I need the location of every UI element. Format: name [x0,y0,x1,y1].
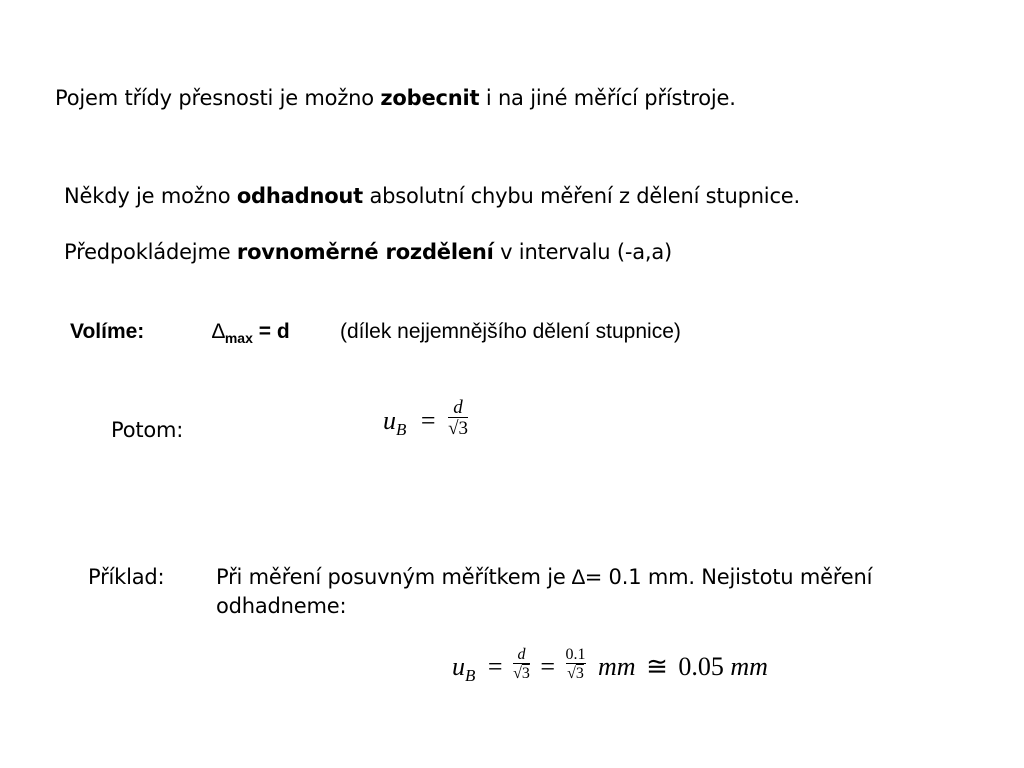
line-3-post: v intervalu (-a,a) [493,240,673,264]
delta-subscript: max [224,330,253,347]
priklad-label: Příklad: [88,565,165,589]
formula-fraction [448,398,468,440]
text-line-3 [64,240,672,264]
example-unit-1: mm [598,651,636,681]
text-line-2 [64,184,800,208]
delta-max-expression [212,320,290,346]
line-3-bold: rovnoměrné rozdělení [236,240,494,264]
potom-label: Potom: [111,418,184,442]
priklad-text-2: odhadneme: [216,594,347,618]
fraction-numerator: d [453,397,463,418]
priklad-text-post: = 0.1 mm. Nejistotu měření [584,565,873,589]
example-equals-1: = [487,651,503,681]
fraction-denominator [448,417,468,440]
line-1-post: i na jiné měřící přístroje. [479,86,736,110]
line-2-post: absolutní chybu měření z dělení stupnice. [363,184,800,208]
example-formula [452,646,768,687]
line-2-bold: odhadnout [236,184,364,208]
example-approx-sign: ≅ [646,651,668,681]
example-u: u [452,651,465,681]
example-fraction-1-denominator [513,663,530,683]
example-sqrt-radicand-1: 3 [521,665,530,682]
text-line-1 [55,86,736,110]
priklad-delta: ∆ [572,566,585,589]
formula-u-subscript: B [396,420,407,440]
delta-symbol: ∆ [212,320,225,343]
sqrt-radicand: 3 [458,418,468,439]
line-2-pre: Někdy je možno [64,184,237,208]
example-value: 0.05 [678,651,724,681]
priklad-text-1 [216,565,872,590]
example-unit-2: mm [730,651,768,681]
line-3-pre: Předpokládejme [64,240,237,264]
example-equals-2: = [540,651,556,681]
formula-equals: = [420,405,436,435]
priklad-text-pre: Při měření posuvným měřítkem je [216,565,573,589]
example-sqrt-sign-1: √ [513,665,522,682]
example-fraction-2-numerator: 0.1 [565,646,586,663]
line-1-bold: zobecnit [380,86,480,110]
example-fraction-2-denominator [566,663,586,683]
delta-equals-d: = d [252,320,290,343]
example-sqrt-sign-2: √ [567,665,576,682]
volime-label: Volíme: [70,320,145,343]
example-fraction-2 [566,647,586,683]
example-u-subscript: B [465,665,476,685]
volime-note: (dílek nejjemnějšího dělení stupnice) [340,320,681,343]
example-fraction-1 [513,647,530,683]
line-1-pre: Pojem třídy přesnosti je možno [55,86,381,110]
example-sqrt-radicand-2: 3 [575,665,584,682]
formula-u: u [383,405,396,435]
formula-ub [383,397,468,444]
example-fraction-1-numerator: d [517,646,526,663]
sqrt-sign: √ [448,418,459,439]
